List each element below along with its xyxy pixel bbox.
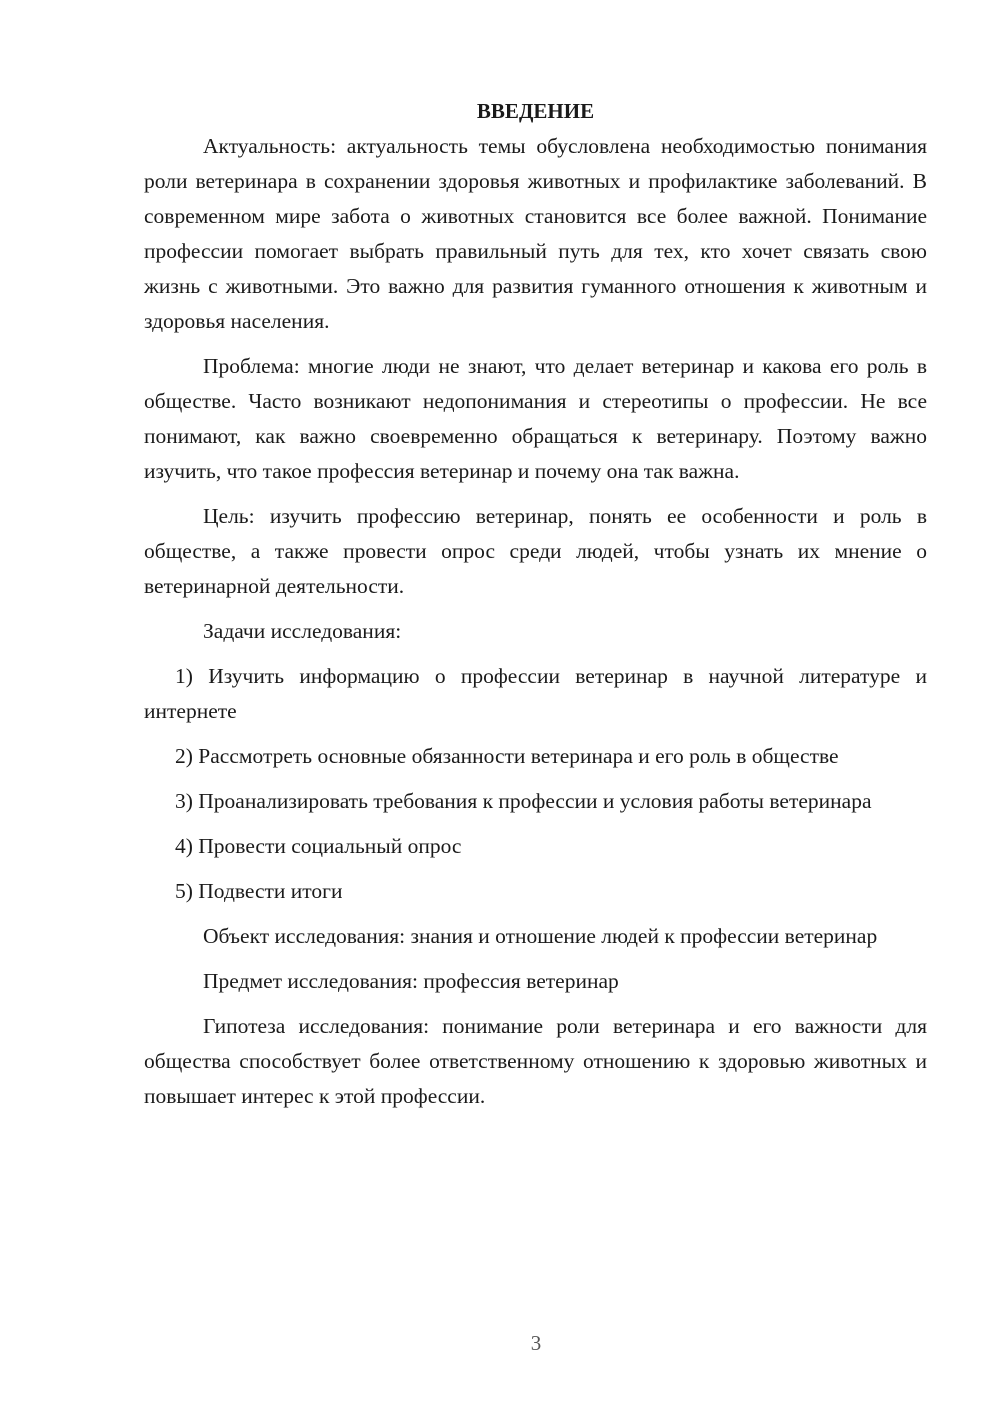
- problem-paragraph: Проблема: многие люди не знают, что делает ветеринар и какова его роль в обществе. Часто возникают недопонимания и стереотипы о профессии. Не все понимают, как важно своевременно обращаться к ветеринару. Поэтому важно изучить, что такое профессия ветеринар и почему она так важна.: [144, 354, 927, 483]
- list-item: 1) Изучить информацию о профессии ветеринар в научной литературе и интернете: [144, 664, 927, 723]
- page-number: 3: [530, 1331, 542, 1355]
- list-item: 3) Проанализировать требования к профессии и условия работы ветеринара: [175, 789, 872, 813]
- page-title: ВВЕДЕНИЕ: [476, 99, 595, 123]
- list-item: 2) Рассмотреть основные обязанности ветеринара и его роль в обществе: [175, 744, 839, 768]
- document-page: [144, 96, 927, 1124]
- hypothesis-paragraph: Гипотеза исследования: понимание роли ветеринара и его важности для общества способствует более ответственному отношению к здоровью животных и повышает интерес к этой профессии.: [144, 1014, 927, 1108]
- object-paragraph: Объект исследования: знания и отношение людей к профессии ветеринар: [203, 924, 878, 948]
- relevance-paragraph: Актуальность: актуальность темы обусловлена необходимостью понимания роли ветеринара в сохранении здоровья животных и профилактике заболеваний. В современном мире забота о животных становится все более важной. Понимание профессии помогает выбрать правильный путь для тех, кто хочет связать свою жизнь с животными. Это важно для развития гуманного отношения к животным и здоровья населения.: [144, 134, 927, 333]
- list-item: 4) Провести социальный опрос: [175, 834, 462, 858]
- tasks-heading: Задачи исследования:: [203, 619, 402, 643]
- goal-paragraph: Цель: изучить профессию ветеринар, понять ее особенности и роль в обществе, а также провести опрос среди людей, чтобы узнать их мнение о ветеринарной деятельности.: [144, 504, 927, 598]
- subject-paragraph: Предмет исследования: профессия ветеринар: [203, 969, 619, 993]
- tasks-list: [144, 659, 927, 909]
- list-item: 5) Подвести итоги: [175, 879, 343, 903]
